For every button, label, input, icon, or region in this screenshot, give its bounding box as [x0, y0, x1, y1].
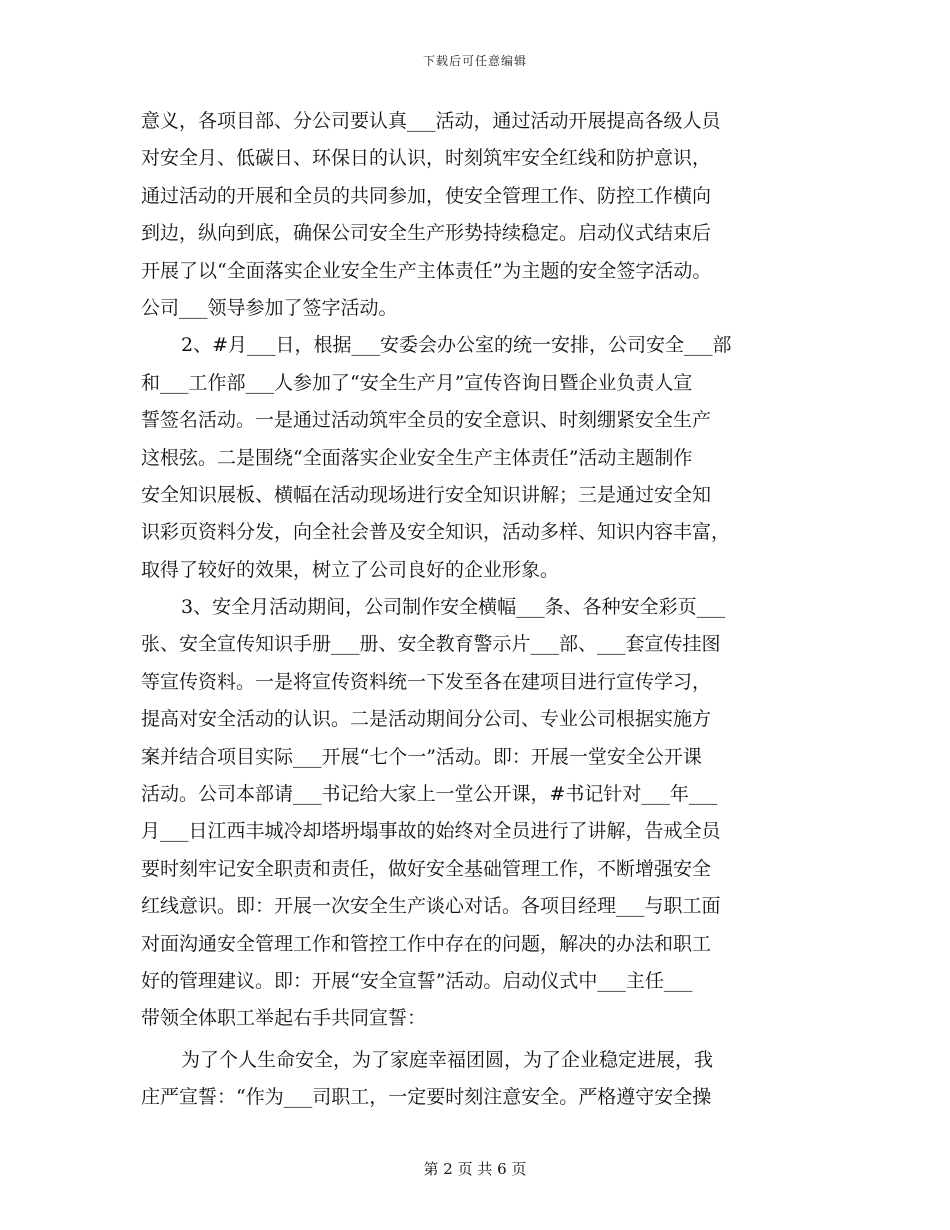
text-line: 案并结合项目实际___开展“七个一”活动。即：开展一堂安全公开课 — [141, 745, 702, 768]
text-line: 通过活动的开展和全员的共同参加，使安全管理工作、防控工作横向 — [141, 184, 712, 207]
page-header: 下载后可任意编辑 — [422, 54, 527, 68]
paragraph-start-line: 3、安全月活动期间，公司制作安全横幅___条、各种安全彩页___ — [181, 596, 726, 619]
text-line: 红线意识。即：开展一次安全生产谈心对话。各项目经理___与职工面 — [141, 895, 721, 918]
text-line: 和___工作部___人参加了“安全生产月”宣传咨询日暨企业负责人宣 — [141, 371, 693, 394]
text-line: 月___日江西丰城冷却塔坍塌事故的始终对全员进行了讲解，告戒全员 — [141, 820, 721, 843]
document-body — [141, 103, 809, 1117]
paragraph-start-line: 为了个人生命安全，为了家庭幸福团圆，为了企业稳定进展，我 — [181, 1048, 714, 1071]
text-line: 提高对安全活动的认识。二是活动期间分公司、专业公司根据实施方 — [141, 708, 712, 731]
text-line: 带领全体职工举起右手共同宣誓： — [141, 1007, 427, 1030]
text-line: 庄严宣誓：“作为___司职工，一定要时刻注意安全。严格遵守安全操 — [141, 1086, 712, 1109]
text-line: 誓签名活动。一是通过活动筑牢全员的安全意识、时刻绷紧安全生产 — [141, 409, 712, 432]
text-line: 公司___领导参加了签字活动。 — [141, 296, 398, 319]
text-line: 意义，各项目部、分公司要认真___活动，通过活动开展提高各级人员 — [141, 110, 721, 132]
text-line: 等宣传资料。一是将宣传资料统一下发至各在建项目进行宣传学习， — [141, 670, 712, 693]
text-line: 到边，纵向到底，确保公司安全生产形势持续稳定。启动仪式结束后 — [141, 222, 712, 245]
text-line: 活动。公司本部请___书记给大家上一堂公开课，#书记针对___年___ — [141, 783, 718, 806]
page-number: 第 2 页 共 6 页 — [423, 1160, 527, 1178]
paragraph-start-line: 2、#月___日，根据___安委会办公室的统一安排，公司安全___部 — [181, 334, 732, 357]
text-line: 识彩页资料分发，向全社会普及安全知识，活动多样、知识内容丰富， — [141, 521, 731, 544]
text-line: 要时刻牢记安全职责和责任，做好安全基础管理工作，不断增强安全 — [141, 857, 712, 880]
text-line: 安全知识展板、横幅在活动现场进行安全知识讲解；三是通过安全知 — [141, 483, 712, 506]
text-line: 对安全月、低碳日、环保日的认识，时刻筑牢安全红线和防护意识， — [141, 147, 712, 170]
text-line: 这根弦。二是围绕“全面落实企业安全生产主体责任”活动主题制作 — [141, 446, 693, 469]
text-line: 好的管理建议。即：开展“安全宣誓”活动。启动仪式中___主任___ — [141, 969, 693, 992]
text-line: 取得了较好的效果，树立了公司良好的企业形象。 — [141, 558, 560, 581]
text-line: 对面沟通安全管理工作和管控工作中存在的问题，解决的办法和职工 — [141, 932, 712, 955]
text-line: 张、安全宣传知识手册___册、安全教育警示片___部、___套宣传挂图 — [141, 633, 721, 656]
text-line: 开展了以“全面落实企业安全生产主体责任”为主题的安全签字活动。 — [141, 259, 712, 282]
